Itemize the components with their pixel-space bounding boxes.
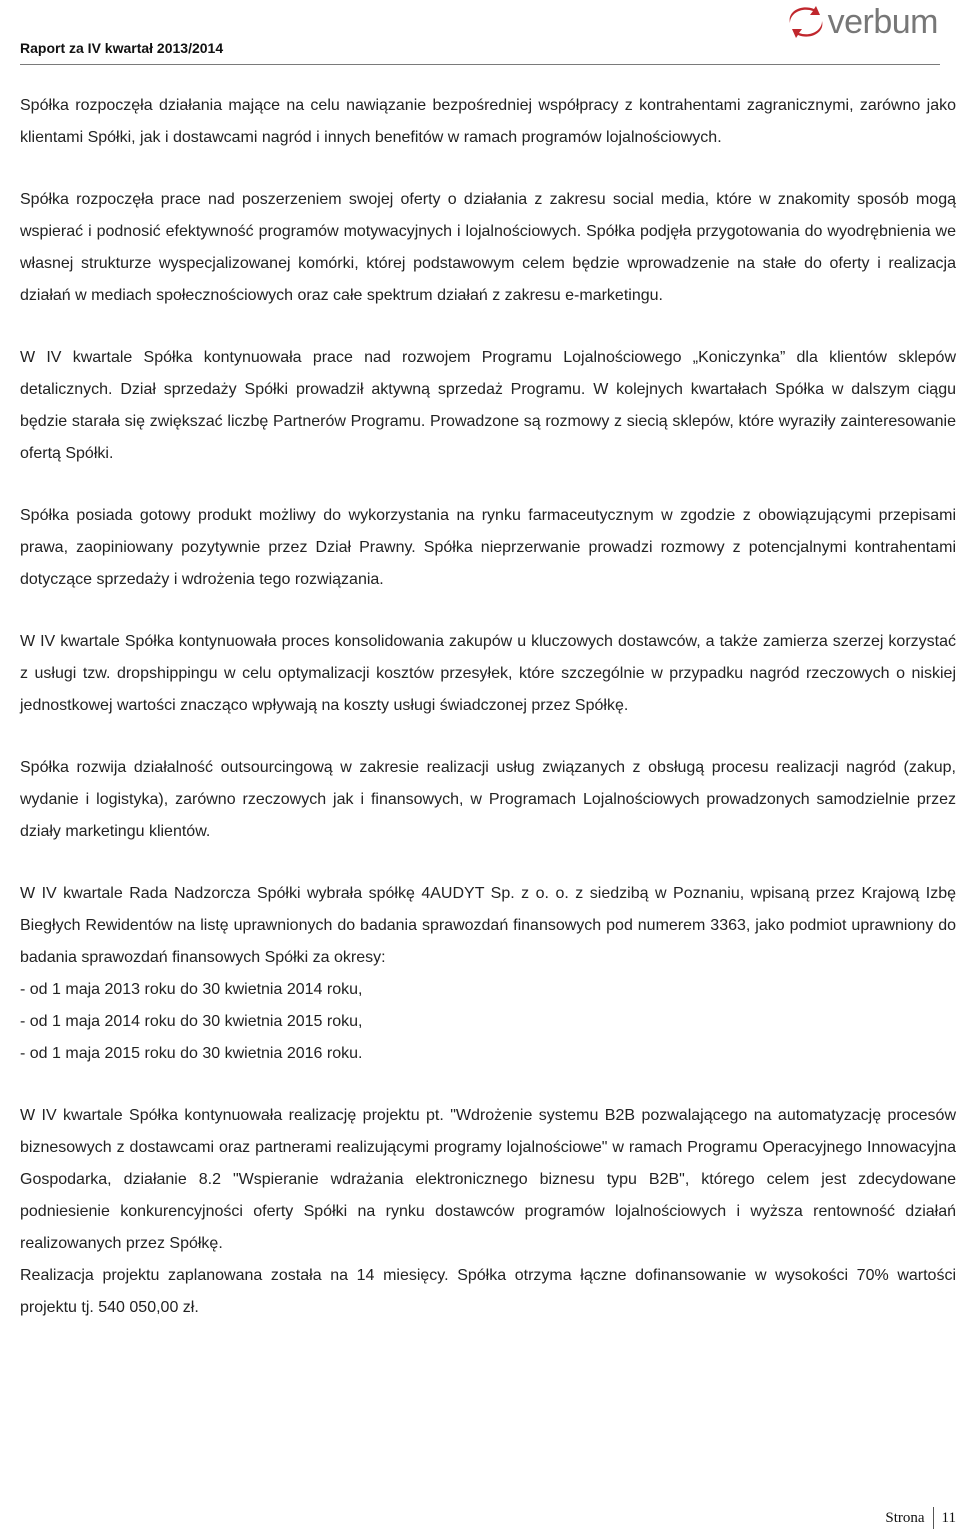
audit-period-item: - od 1 maja 2013 roku do 30 kwietnia 2014 roku, [20, 981, 363, 998]
paragraph-dropshipping: W IV kwartale Spółka kontynuowała proces konsolidowania zakupów u kluczowych dostawców, a także zamierza szerzej korzystać z usługi tzw. dropshippingu w celu optymalizacji kosztów przesyłek, które szczególnie w przypadku nagród rzeczowych o niskiej jednostkowej wartości znacząco wpływają na koszty usługi świadczonej przez Spółkę. [20, 633, 956, 714]
page-footer [885, 1506, 956, 1530]
auditor-intro: W IV kwartale Rada Nadzorcza Spółki wybrała spółkę 4AUDYT Sp. z o. o. z siedzibą w Poznaniu, wpisaną przez Krajową Izbę Biegłych Rewidentów na listę uprawnionych do badania sprawozdań finansowych pod numerem 3363, jako podmiot uprawniony do badania sprawozdań finansowych Spółki za okresy: [20, 885, 956, 966]
paragraph-pharma-product: Spółka posiada gotowy produkt możliwy do wykorzystania na rynku farmaceutycznym w zgodzie z obowiązującymi przepisami prawa, zaopiniowany pozytywnie przez Dział Prawny. Spółka nieprzerwanie prowadzi rozmowy z potencjalnymi kontrahentami dotyczące sprzedaży i wdrożenia tego rozwiązania. [20, 507, 956, 588]
report-body [20, 90, 956, 1354]
paragraph-b2b-project: W IV kwartale Spółka kontynuowała realizację projektu pt. "Wdrożenie systemu B2B pozwalającego na automatyzację procesów biznesowych z dostawcami oraz partnerami realizującymi programy lojalnościowe" w ramach Programu Operacyjnego Innowacyjna Gospodarka, działanie 8.2 "Wspieranie wdrażania elektronicznego biznesu typu B2B", którego celem jest zdecydowane podniesienie konkurencyjności oferty Spółki na rynku dostawców programów lojalnościowych i wyższa rentowność działań realizowanych przez Spółkę. [20, 1107, 956, 1252]
paragraph-koniczynka-program: W IV kwartale Spółka kontynuowała prace nad rozwojem Programu Lojalnościowego „Koniczynka” dla klientów sklepów detalicznych. Dział sprzedaży Spółki prowadził aktywną sprzedaż Programu. W kolejnych kwartałach Spółka w dalszym ciągu będzie starała się zwiększać liczbę Partnerów Programu. Prowadzone są rozmowy z siecią sklepów, które wyraziły zainteresowanie ofertą Spółki. [20, 349, 956, 462]
audit-period-item: - od 1 maja 2014 roku do 30 kwietnia 2015 roku, [20, 1013, 363, 1030]
audit-period-item: - od 1 maja 2015 roku do 30 kwietnia 2016 roku. [20, 1045, 363, 1062]
paragraph-project-funding: Realizacja projektu zaplanowana została na 14 miesięcy. Spółka otrzyma łączne dofinansowanie w wysokości 70% wartości projektu tj. 540 050,00 zł. [20, 1267, 956, 1316]
logo-wordmark: verbum [827, 3, 938, 41]
paragraph-foreign-cooperation: Spółka rozpoczęła działania mające na celu nawiązanie bezpośredniej współpracy z kontrahentami zagranicznymi, zarówno jako klientami Spółki, jak i dostawcami nagród i innych benefitów w ramach programów lojalnościowych. [20, 97, 956, 146]
page-number: 11 [941, 1509, 956, 1526]
paragraph-auditor [20, 878, 956, 1070]
report-title: Raport za IV kwartał 2013/2014 [20, 40, 224, 56]
header-divider [20, 64, 940, 65]
paragraph-outsourcing: Spółka rozwija działalność outsourcingową w zakresie realizacji usług związanych z obsługą procesu realizacji nagród (zakup, wydanie i logistyka), zarówno rzeczowych jak i finansowych, w Programach Lojalnościowych prowadzonych samodzielnie przez działy marketingu klientów. [20, 759, 956, 840]
page-header [20, 0, 940, 66]
footer-divider [933, 1507, 934, 1529]
page-label: Strona [885, 1509, 925, 1526]
verbum-logo [786, 2, 938, 42]
verbum-swirl-logo-icon [786, 5, 826, 39]
paragraph-social-media: Spółka rozpoczęła prace nad poszerzeniem swojej oferty o działania z zakresu social media, które w znakomity sposób mogą wspierać i podnosić efektywność programów motywacyjnych i lojalnościowych. Spółka podjęła przygotowania do wyodrębnienia we własnej strukturze wyspecjalizowanej komórki, której podstawowym celem będzie wprowadzenie na stałe do oferty i realizacja działań w mediach społecznościowych oraz całe spektrum działań z zakresu e-marketingu. [20, 191, 956, 304]
